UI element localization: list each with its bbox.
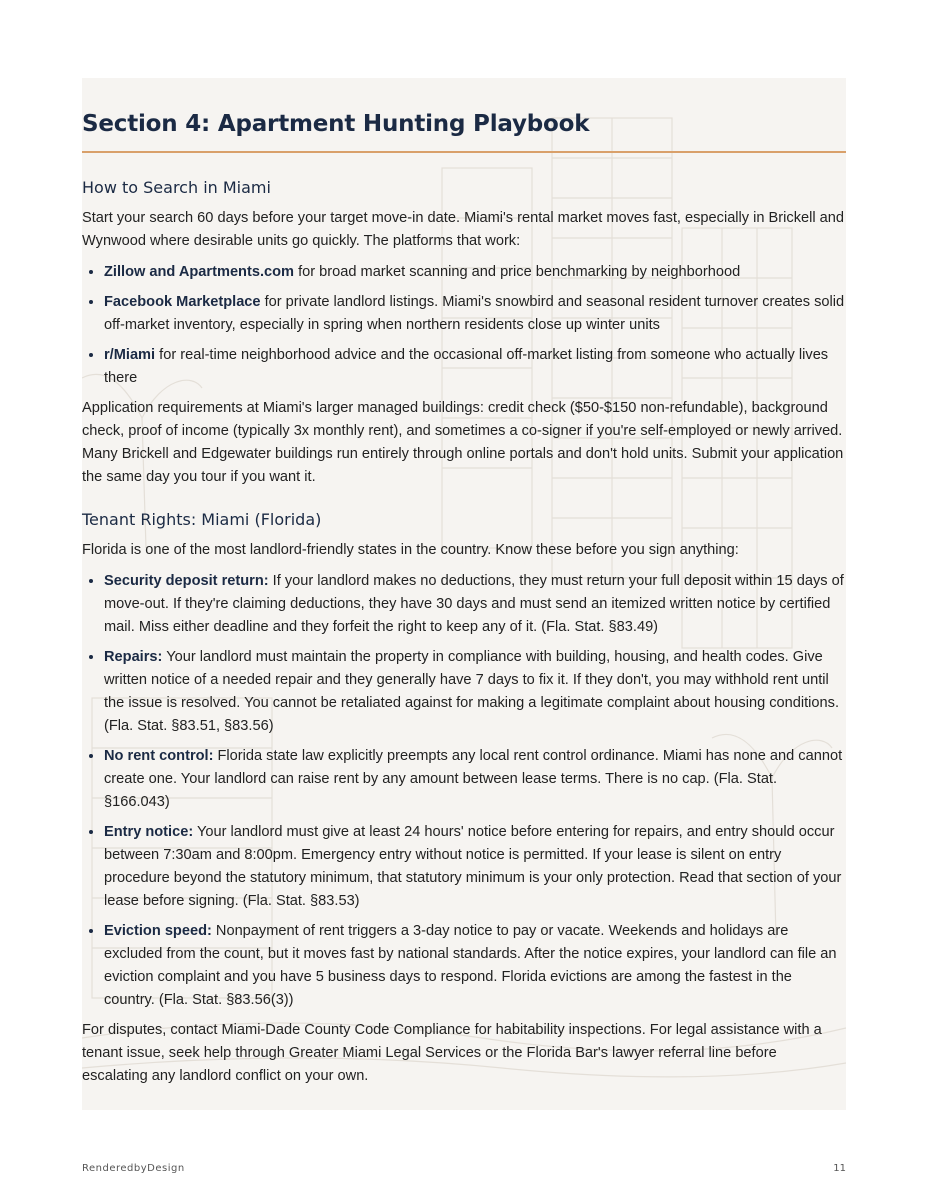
rights-heading: Tenant Rights: Miami (Florida) [82,509,322,529]
list-item-text: for private landlord listings. Miami's snowbird and seasonal resident turnover creates solid off-market inventory, especially in spring when northern residents close up winter units [104,293,845,333]
page-number: 11 [833,1163,846,1174]
search-intro: Start your search 60 days before your target move-in date. Miami's rental market moves fast, especially in Brickell and Wynwood where desirable units go quickly. The platforms that work: [82,209,844,249]
list-item-text: Florida state law explicitly preempts any local rent control ordinance. Miami has none and cannot create one. Your landlord can raise rent by any amount between lease terms. There is no cap. (Fla. Stat. §166.043) [104,747,843,810]
list-item-bold: Security deposit return: [104,572,269,589]
list-item [104,821,846,913]
footer-brand: RenderedbyDesign [82,1163,185,1174]
list-item [104,745,846,814]
rights-list [82,570,846,1012]
list-item [104,570,846,639]
rights-intro: Florida is one of the most landlord-friendly states in the country. Know these before you sign anything: [82,541,739,558]
page-content [82,108,846,1088]
list-item-text: Your landlord must give at least 24 hours' notice before entering for repairs, and entry should occur between 7:30am and 8:00pm. Emergency entry without notice is permitted. If your lease is silent on entry procedure beyond the statutory minimum, that statutory minimum is your only protection. Read that section of your lease before signing. (Fla. Stat. §83.53) [104,823,842,909]
list-item-bold: r/Miami [104,346,156,363]
list-item-text: If your landlord makes no deductions, they must return your full deposit within 15 days of move-out. If they're claiming deductions, they have 30 days and must send an itemized written notice by certified mail. Miss either deadline and they forfeit the right to keep any of it. (Fla. Stat. §83.49) [104,572,844,635]
list-item-text: for broad market scanning and price benchmarking by neighborhood [294,263,741,280]
closing-paragraph: For disputes, contact Miami-Dade County Code Compliance for habitability inspections. For legal assistance with a tenant issue, seek help through Greater Miami Legal Services or the Florida Bar's lawyer referral line before escalating any landlord conflict on your own. [82,1021,822,1084]
list-item-bold: Entry notice: [104,823,194,840]
list-item [104,646,846,738]
list-item [104,291,846,337]
list-item [104,920,846,1012]
section-title: Section 4: Apartment Hunting Playbook [82,108,846,153]
list-item [104,261,846,284]
list-item-bold: No rent control: [104,747,214,764]
list-item-bold: Repairs: [104,648,163,665]
list-item-bold: Zillow and Apartments.com [104,263,295,280]
application-requirements: Application requirements at Miami's larger managed buildings: credit check ($50-$150 non-refundable), background check, proof of income (typically 3x monthly rent), and sometimes a co-signer if you're self-employed or newly arrived. Many Brickell and Edgewater buildings run entirely through online portals and don't hold units. Submit your application the same day you tour if you want it. [82,399,844,485]
list-item-text: for real-time neighborhood advice and the occasional off-market listing from someone who actually lives there [104,346,829,386]
list-item-text: Nonpayment of rent triggers a 3-day notice to pay or vacate. Weekends and holidays are excluded from the count, but it moves fast by national standards. After the notice expires, your landlord can file an eviction complaint and you have 5 business days to respond. Florida evictions are among the fastest in the country. (Fla. Stat. §83.56(3)) [104,922,837,1008]
platform-list [82,261,846,390]
list-item-text: Your landlord must maintain the property in compliance with building, housing, and health codes. Give written notice of a needed repair and they generally have 7 days to fix it. If they don't, you may withhold rent until the issue is resolved. You cannot be retaliated against for making a legitimate complaint about housing conditions. (Fla. Stat. §83.51, §83.56) [104,648,840,734]
search-heading: How to Search in Miami [82,178,271,198]
list-item [104,344,846,390]
list-item-bold: Facebook Marketplace [104,293,261,310]
list-item-bold: Eviction speed: [104,922,212,939]
